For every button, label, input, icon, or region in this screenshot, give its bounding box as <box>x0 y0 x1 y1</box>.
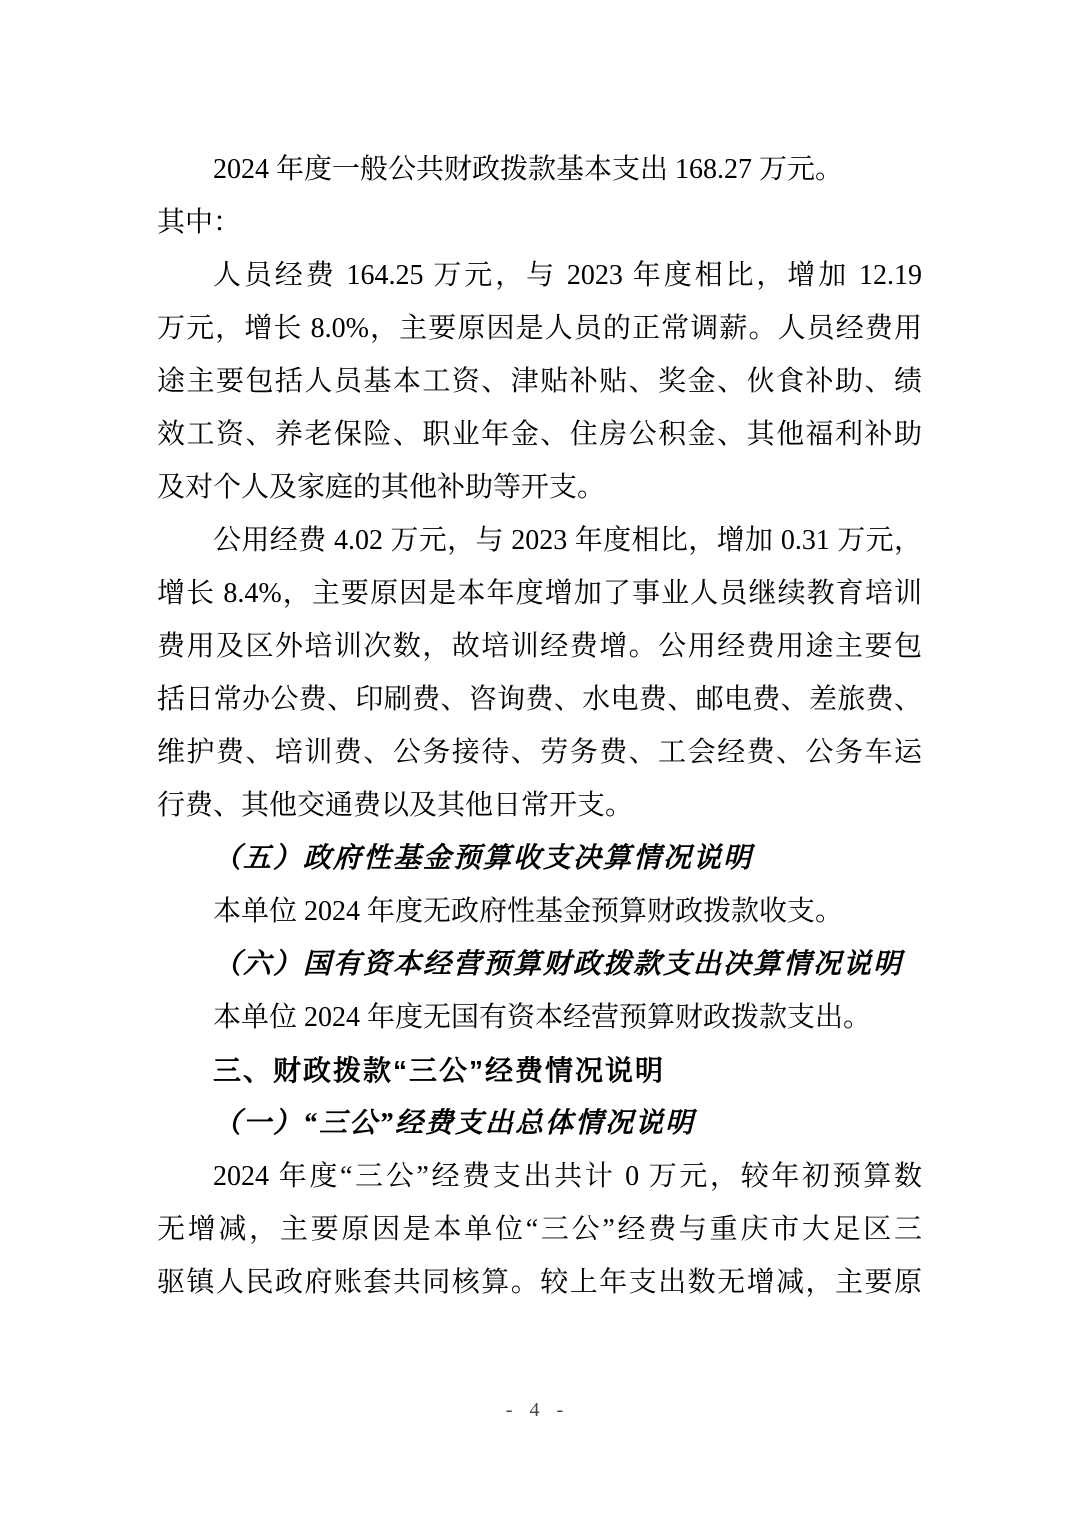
subsection-heading: （六）国有资本经营预算财政拨款支出决算情况说明 <box>213 949 904 980</box>
body-line: 效工资、养老保险、职业年金、住房公积金、其他福利补助 <box>157 419 922 450</box>
body-line: 行费、其他交通费以及其他日常开支。 <box>157 790 634 821</box>
page-number: - 4 - <box>505 1399 570 1421</box>
body-line: 2024 年度一般公共财政拨款基本支出 168.27 万元。 <box>213 154 844 185</box>
body-line: 公用经费 4.02 万元，与 2023 年度相比，增加 0.31 万元， <box>213 525 922 556</box>
body-line: 本单位 2024 年度无政府性基金预算财政拨款收支。 <box>213 896 844 927</box>
section-heading: 三、财政拨款“三公”经费情况说明 <box>213 1055 666 1086</box>
body-line: 无增减，主要原因是本单位“三公”经费与重庆市大足区三 <box>157 1214 922 1245</box>
body-line: 维护费、培训费、公务接待、劳务费、工会经费、公务车运 <box>157 737 922 768</box>
body-line: 人员经费 164.25 万元，与 2023 年度相比，增加 12.19 <box>213 260 922 291</box>
subsection-heading: （五）政府性基金预算收支决算情况说明 <box>213 843 754 874</box>
body-line: 其中： <box>157 207 242 238</box>
document-body <box>157 143 922 1309</box>
body-line: 增长 8.4%，主要原因是本年度增加了事业人员继续教育培训 <box>157 578 922 609</box>
body-line: 2024 年度“三公”经费支出共计 0 万元，较年初预算数 <box>213 1161 922 1192</box>
body-line: 驱镇人民政府账套共同核算。较上年支出数无增减，主要原 <box>157 1267 922 1298</box>
body-line: 费用及区外培训次数，故培训经费增。公用经费用途主要包 <box>157 631 922 662</box>
body-line: 本单位 2024 年度无国有资本经营预算财政拨款支出。 <box>213 1002 872 1033</box>
body-line: 及对个人及家庭的其他补助等开支。 <box>157 472 606 503</box>
subsection-heading: （一）“三公”经费支出总体情况说明 <box>213 1108 696 1139</box>
body-line: 括日常办公费、印刷费、咨询费、水电费、邮电费、差旅费、 <box>157 684 922 715</box>
body-line: 万元，增长 8.0%，主要原因是人员的正常调薪。人员经费用 <box>157 313 922 344</box>
body-line: 途主要包括人员基本工资、津贴补贴、奖金、伙食补助、绩 <box>157 366 922 397</box>
